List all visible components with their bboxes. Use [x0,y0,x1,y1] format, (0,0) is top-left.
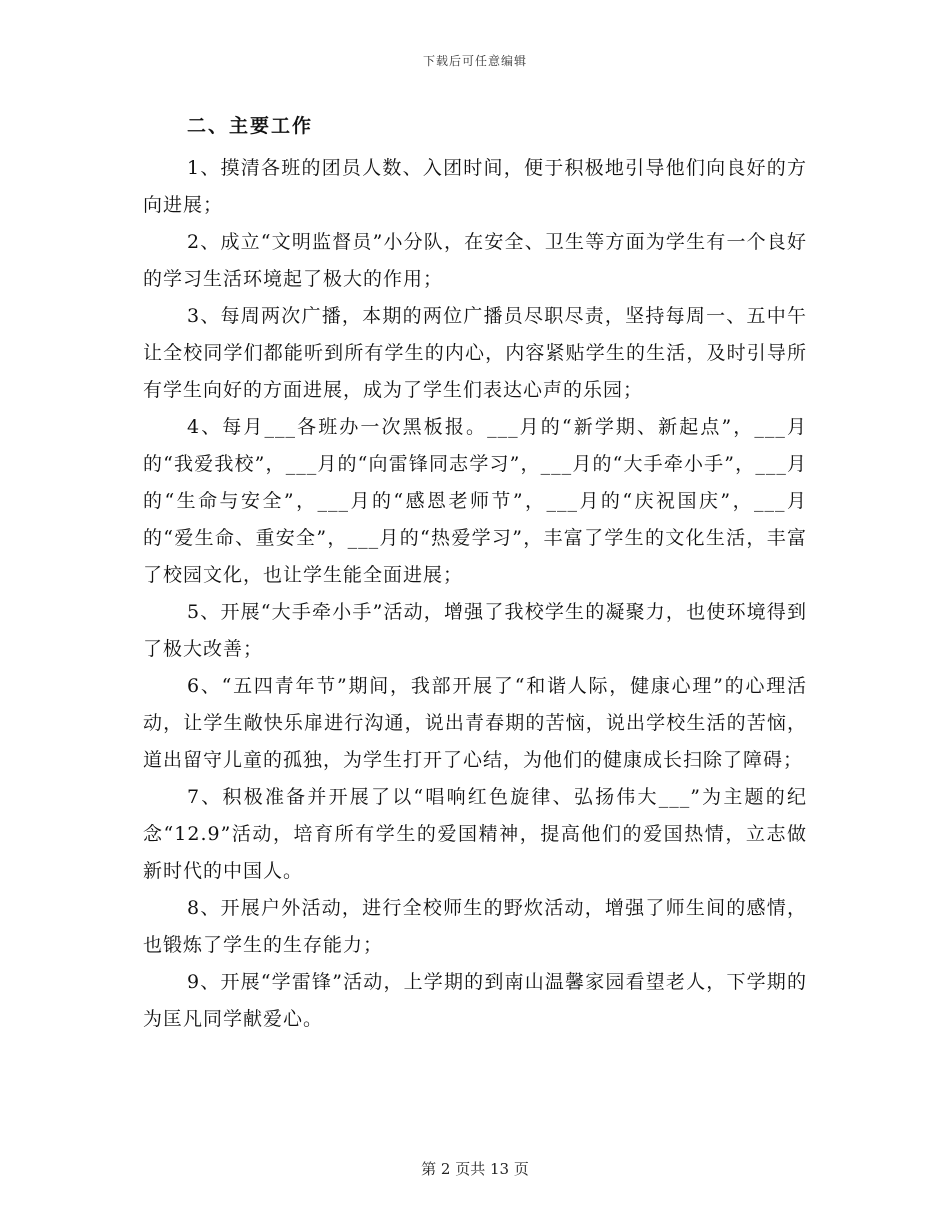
paragraph-8: 8、开展户外活动，进行全校师生的野炊活动，增强了师生间的感情，也锻炼了学生的生存能力； [143,897,807,956]
paragraph-6: 6、“五四青年节”期间，我部开展了“和谐人际，健康心理”的心理活动，让学生敞快乐扉进行沟通，说出青春期的苦恼，说出学校生活的苦恼，道出留守儿童的孤独，为学生打开了心结，为他们的健康成长扫除了障碍； [143,675,807,771]
paragraph-9: 9、开展“学雷锋”活动，上学期的到南山温馨家园看望老人，下学期的为匡凡同学献爱心。 [143,971,807,1030]
paragraph-3: 3、每周两次广播，本期的两位广播员尽职尽责，坚持每周一、五中午让全校同学们都能听到所有学生的内心，内容紧贴学生的生活，及时引导所有学生向好的方面进展，成为了学生们表达心声的乐园； [143,305,807,401]
paragraph-2: 2、成立“文明监督员”小分队，在安全、卫生等方面为学生有一个良好的学习生活环境起了极大的作用； [143,231,807,290]
document-body [143,112,807,1038]
paragraph-4: 4、每月___各班办一次黑板报。___月的“新学期、新起点”，___月的“我爱我校”，___月的“向雷锋同志学习”，___月的“大手牵小手”，___月的“生命与安全”，___月的“感恩老师节”，___月的“庆祝国庆”，___月的“爱生命、重安全”，___月的“热爱学习”，丰富了学生的文化生活，丰富了校园文化，也让学生能全面进展； [143,416,807,586]
section-title: 二、主要工作 [187,115,314,137]
paragraph-5: 5、开展“大手牵小手”活动，增强了我校学生的凝聚力，也使环境得到了极大改善； [143,601,807,660]
page-number: 第 2 页共 13 页 [421,1160,529,1178]
paragraph-7: 7、积极准备并开展了以“唱响红色旋律、弘扬伟大___”为主题的纪念“12.9”活动，培育所有学生的爱国精神，提高他们的爱国热情，立志做新时代的中国人。 [143,786,807,882]
page-header: 下载后可任意编辑 [422,54,527,68]
paragraph-1: 1、摸清各班的团员人数、入团时间，便于积极地引导他们向良好的方向进展； [143,157,807,216]
